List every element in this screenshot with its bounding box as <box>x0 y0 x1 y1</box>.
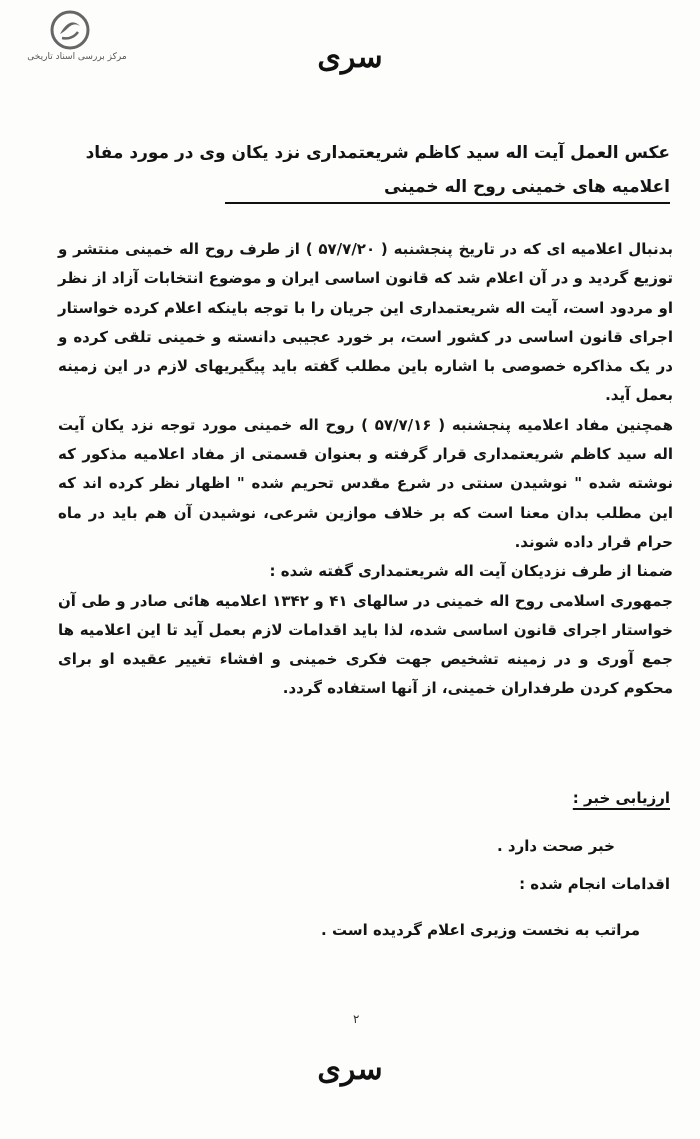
paragraph-2: همچنین مفاد اعلامیه پنجشنبه ( ۵۷/۷/۱۶ ) روح اله خمینی مورد توجه نزد یکان آیت اله سید کاظم شریعتمداری قرار گرفته و بعنوان قسمتی از مفاد اعلامیه مذکور که نوشته شده " نوشیدن سنتی در شرع مقدس تحریم شده " اظهار نظر کرده اند که این مطلب بدان معنا است که بر خلاف موازین شرعی، نوشیدن آن هم باید در ماه حرام قرار داده شوند. <box>58 415 673 551</box>
footer-classification: سری <box>317 1052 383 1087</box>
header-classification: سری <box>317 40 383 75</box>
archive-logo-text: مرکز بررسی اسناد تاریخی <box>27 52 127 62</box>
assessment-value: خبر صحت دارد . <box>497 837 615 855</box>
title-line-1: عکس العمل آیت اله سید کاظم شریعتمداری نزد یکان وی در مورد مفاد <box>85 143 670 163</box>
paragraph-4: جمهوری اسلامی روح اله خمینی در سالهای ۴۱ و ۱۳۴۲ اعلامیه هائی صادر و طی آن خواستار اجرای قانون اساسی شده، لذا باید اقدامات لازم بعمل آید تا این اعلامیه ها جمع آوری و در زمینه تشخیص جهت فکری خمینی و افشاء تغییر عقیده او برای محکوم کردن طرفداران خمینی، از آنها استفاده گردد. <box>58 591 673 698</box>
title-line-2: اعلامیه های خمینی روح اله خمینی <box>383 177 670 197</box>
document-title <box>70 136 670 204</box>
actions-value: مراتب به نخست وزیری اعلام گردیده است . <box>321 921 640 939</box>
actions-label: اقدامات انجام شده : <box>519 875 670 893</box>
title-underline <box>225 202 670 204</box>
paragraph-3: ضمنا از طرف نزدیکان آیت اله شریعتمداری گفته شده : <box>269 562 673 581</box>
report-body <box>58 235 673 704</box>
paragraph-1: بدنبال اعلامیه ای که در تاریخ پنجشنبه ( ۵۷/۷/۲۰ ) از طرف روح اله خمینی منتشر و توزیع گردید و در آن اعلام شد که قانون اساسی ایران و موضوع انتخابات آزاد از نظر او مردود است، آیت اله شریعتمداری این جریان را با توجه باینکه اعلام کرده خواستار اجرای قانون اساسی در کشور است، بر خورد عجیبی دانسته و خمینی تلقی کرده و در یک مذاکره خصوصی با اشاره باین مطلب گفته باید پیگیریهای لازم در این زمینه بعمل آید. <box>58 240 673 405</box>
assessment-label: ارزیابی خبر : <box>572 789 670 807</box>
page-marker: ۲ <box>353 1012 360 1026</box>
